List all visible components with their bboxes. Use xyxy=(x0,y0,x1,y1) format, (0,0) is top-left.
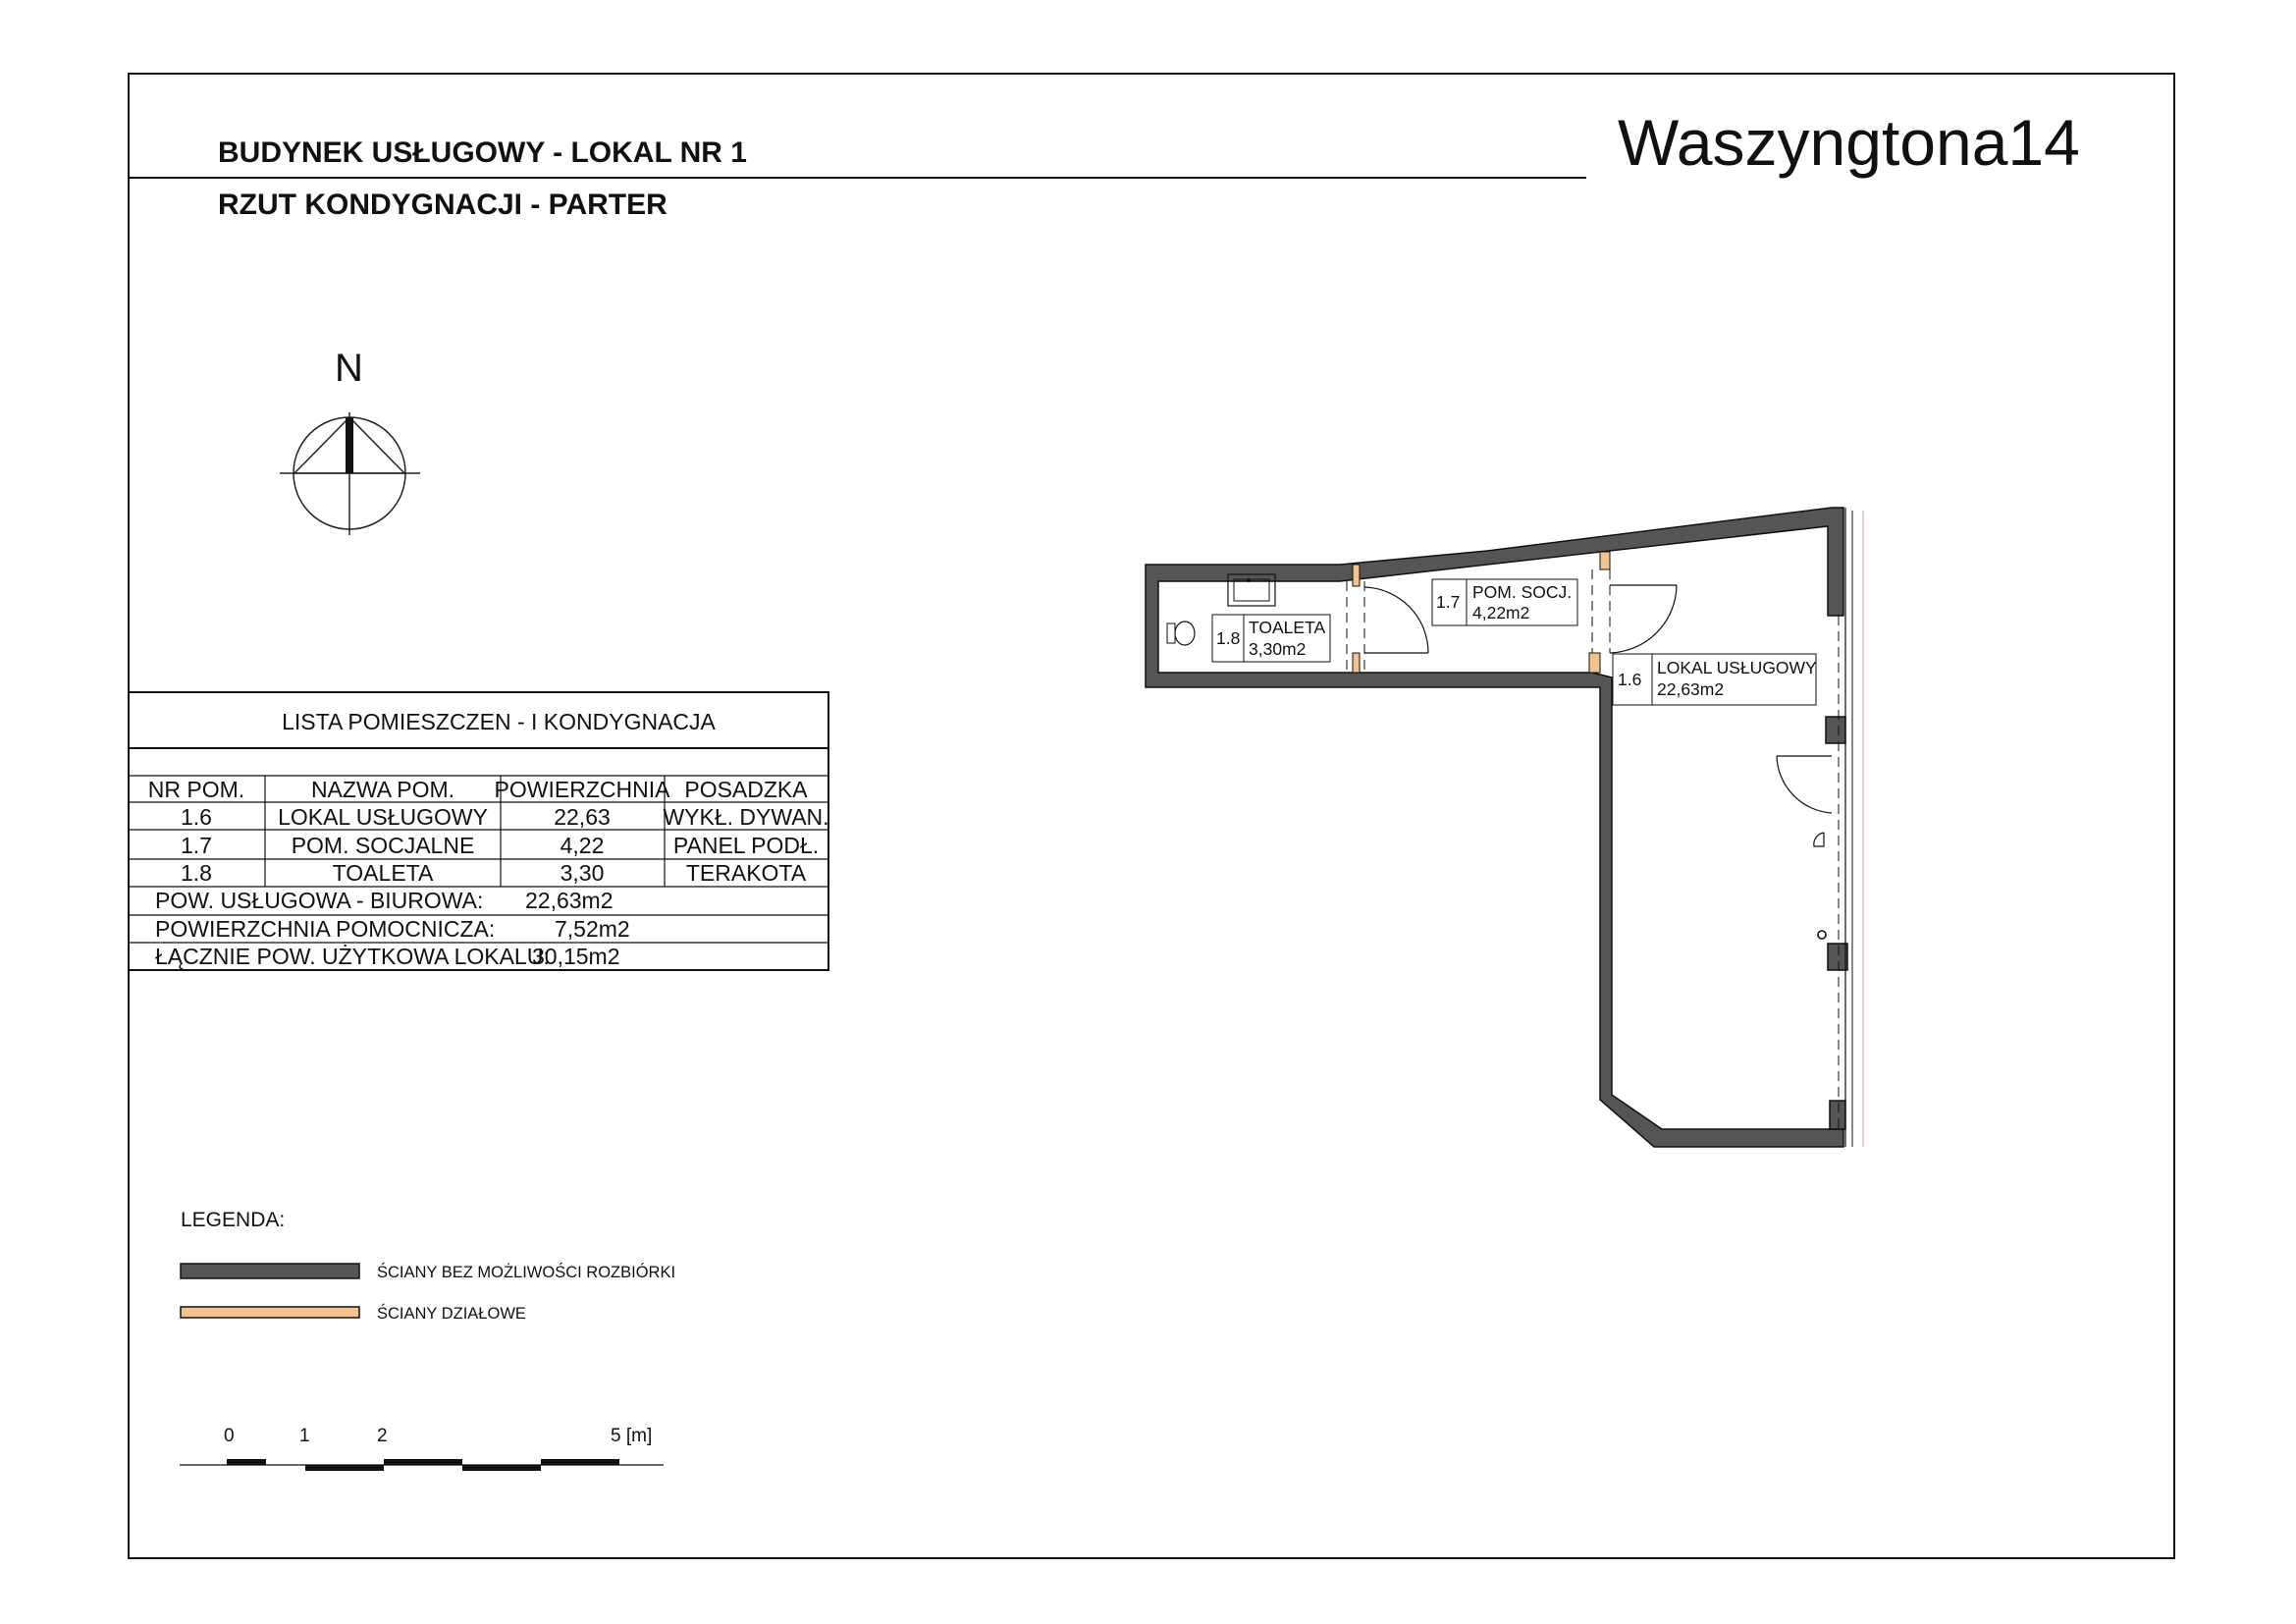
column-header-nr: NR POM. xyxy=(147,777,245,802)
svg-text:POW. USŁUGOWA - BIUROWA:: POW. USŁUGOWA - BIUROWA: xyxy=(155,888,484,913)
floor-plan xyxy=(1146,508,1863,1147)
svg-text:TOALETA: TOALETA xyxy=(332,860,434,886)
room-label-toilet xyxy=(1212,615,1330,662)
svg-text:WYKŁ. DYWAN.: WYKŁ. DYWAN. xyxy=(663,804,829,830)
svg-text:PANEL PODŁ.: PANEL PODŁ. xyxy=(672,833,820,858)
legend-label-structural: ŚCIANY BEZ MOŻLIWOŚCI ROZBIÓRKI xyxy=(377,1264,676,1281)
column-header-name: NAZWA POM. xyxy=(310,777,455,802)
svg-text:1.8: 1.8 xyxy=(1216,628,1241,648)
svg-text:POWIERZCHNIA POMOCNICZA:: POWIERZCHNIA POMOCNICZA: xyxy=(155,916,496,942)
summary-row xyxy=(155,916,630,942)
sheet-subtitle: RZUT KONDYGNACJI - PARTER xyxy=(218,189,667,221)
door-swing-social xyxy=(1610,585,1677,653)
svg-text:POM. SOCJ.: POM. SOCJ. xyxy=(1472,582,1573,602)
summary-row xyxy=(155,944,620,969)
partition-wall xyxy=(1353,653,1360,673)
door-swing-toilet xyxy=(1364,587,1428,653)
facade-pier xyxy=(1826,717,1845,743)
room-label-social xyxy=(1432,579,1577,625)
legend-label-partition: ŚCIANY DZIAŁOWE xyxy=(377,1305,526,1323)
svg-text:4,22: 4,22 xyxy=(560,833,605,858)
svg-text:1.6: 1.6 xyxy=(1618,670,1642,689)
svg-text:LOKAL USŁUGOWY: LOKAL USŁUGOWY xyxy=(278,804,488,830)
north-arrow xyxy=(280,347,420,535)
scale-tick-0: 0 xyxy=(224,1426,235,1446)
svg-text:22,63m2: 22,63m2 xyxy=(1657,679,1725,699)
svg-text:3,30m2: 3,30m2 xyxy=(1249,639,1307,659)
svg-text:LOKAL USŁUGOWY: LOKAL USŁUGOWY xyxy=(1657,658,1817,677)
door-handle xyxy=(1814,833,1824,846)
scale-tick-2: 2 xyxy=(377,1426,388,1446)
door-swing-entrance xyxy=(1777,756,1832,813)
partition-wall xyxy=(1353,565,1360,586)
svg-text:1.8: 1.8 xyxy=(181,860,212,886)
legend-title: LEGENDA: xyxy=(181,1209,286,1231)
table-row xyxy=(181,860,807,886)
table-row xyxy=(181,804,829,830)
sheet-title: BUDYNEK USŁUGOWY - LOKAL NR 1 xyxy=(218,136,747,169)
facade-pier xyxy=(1830,1101,1845,1129)
svg-text:TOALETA: TOALETA xyxy=(1249,618,1326,637)
door-lock xyxy=(1818,931,1826,939)
legend xyxy=(181,1209,675,1323)
room-label-service xyxy=(1613,654,1817,705)
partition-wall xyxy=(1600,552,1610,569)
legend-swatch-partition xyxy=(181,1307,359,1318)
room-list-table xyxy=(129,692,829,970)
toilet-icon xyxy=(1175,622,1195,645)
svg-text:22,63m2: 22,63m2 xyxy=(525,888,614,913)
svg-text:POM. SOCJALNE: POM. SOCJALNE xyxy=(291,833,475,858)
svg-text:30,15m2: 30,15m2 xyxy=(532,944,620,969)
svg-text:1.6: 1.6 xyxy=(181,804,212,830)
column-header-floor: POSADZKA xyxy=(684,777,808,802)
brand-logo: Waszyngtona14 xyxy=(1618,106,2080,179)
scale-tick-1: 1 xyxy=(299,1426,310,1446)
table-title: LISTA POMIESZCZEN - I KONDYGNACJA xyxy=(282,709,716,734)
svg-text:7,52m2: 7,52m2 xyxy=(555,916,630,942)
column-header-area: POWIERZCHNIA xyxy=(494,777,670,802)
partition-wall xyxy=(1589,653,1600,673)
svg-text:1.7: 1.7 xyxy=(181,833,212,858)
svg-text:1.7: 1.7 xyxy=(1436,592,1461,612)
svg-text:4,22m2: 4,22m2 xyxy=(1472,603,1530,623)
svg-text:22,63: 22,63 xyxy=(554,804,611,830)
scale-bar xyxy=(180,1426,664,1471)
svg-text:3,30: 3,30 xyxy=(560,860,605,886)
table-row xyxy=(181,833,819,858)
svg-text:TERAKOTA: TERAKOTA xyxy=(685,860,807,886)
summary-row xyxy=(155,888,614,913)
legend-swatch-structural xyxy=(181,1264,359,1278)
north-label: N xyxy=(335,347,363,390)
scale-tick-5: 5 [m] xyxy=(611,1426,653,1446)
svg-text:ŁĄCZNIE POW. UŻYTKOWA LOKALU:: ŁĄCZNIE POW. UŻYTKOWA LOKALU: xyxy=(155,944,550,969)
facade-pier xyxy=(1828,944,1847,970)
